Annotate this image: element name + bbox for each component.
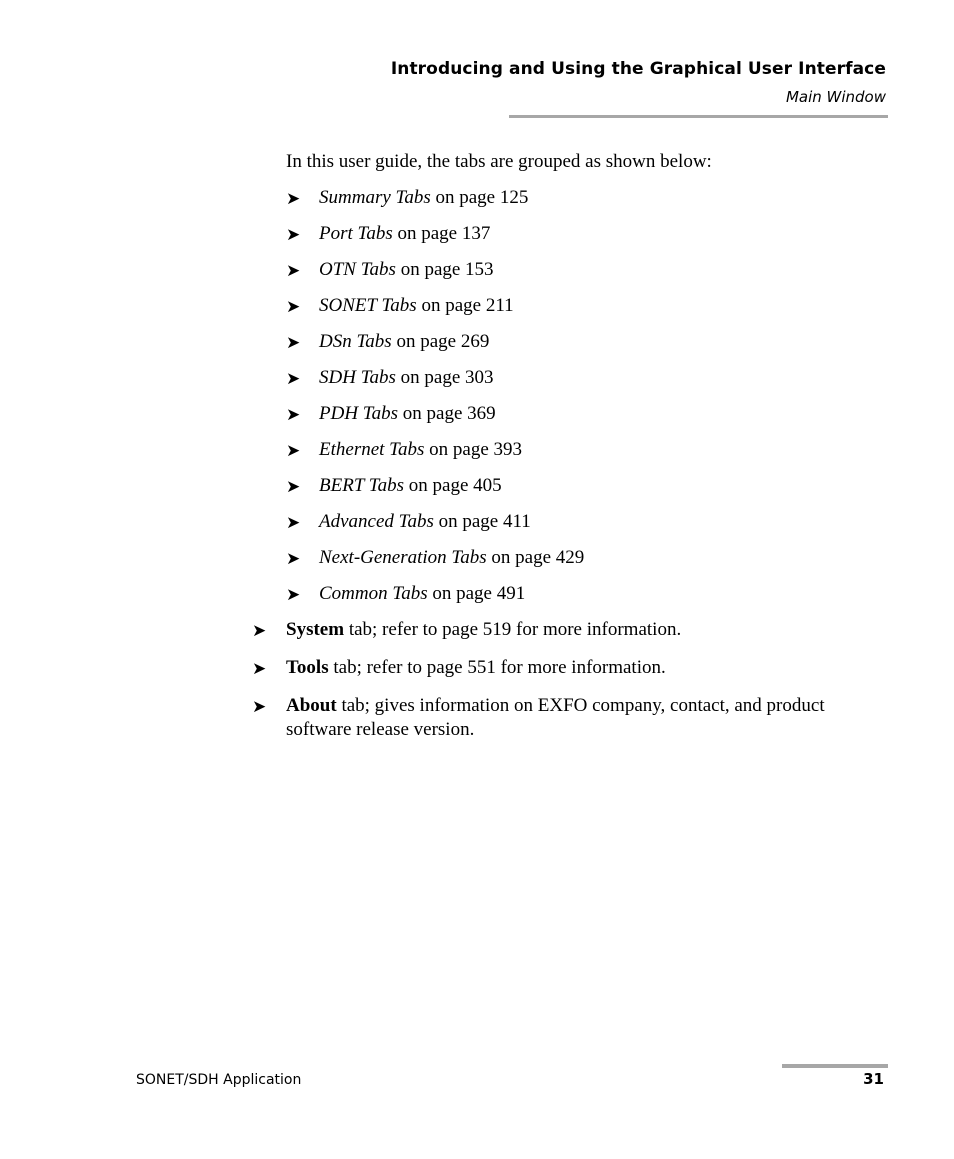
tab-group-name: DSn Tabs bbox=[319, 331, 392, 352]
tab-group-name: Port Tabs bbox=[319, 223, 393, 244]
tab-group-name: Ethernet Tabs bbox=[319, 439, 425, 460]
list-item-tools-tab bbox=[252, 656, 892, 682]
arrow-bullet-icon: ➤ bbox=[286, 297, 301, 317]
list-item-ethernet-tabs bbox=[286, 438, 584, 474]
tab-group-name: SONET Tabs bbox=[319, 295, 417, 316]
arrow-bullet-icon: ➤ bbox=[286, 369, 301, 389]
page-reference: on page 429 bbox=[486, 547, 585, 568]
section-title: Main Window bbox=[785, 88, 886, 106]
tab-group-name: Common Tabs bbox=[319, 583, 428, 604]
header-rule bbox=[509, 115, 888, 118]
list-item-dsn-tabs bbox=[286, 330, 584, 366]
list-item-advanced-tabs bbox=[286, 510, 584, 546]
tab-description: tab; gives information on EXFO company, contact, and product software release version. bbox=[286, 695, 825, 740]
arrow-bullet-icon: ➤ bbox=[286, 405, 301, 425]
tab-group-name: Next-Generation Tabs bbox=[319, 547, 487, 568]
arrow-bullet-icon: ➤ bbox=[286, 477, 301, 497]
page-reference: on page 125 bbox=[430, 187, 529, 208]
tab-name: System bbox=[286, 619, 345, 640]
tab-group-name: Summary Tabs bbox=[319, 187, 431, 208]
tab-group-name: Advanced Tabs bbox=[319, 511, 434, 532]
page-reference: on page 137 bbox=[392, 223, 491, 244]
list-item-summary-tabs bbox=[286, 186, 584, 222]
list-item-system-tab bbox=[252, 618, 892, 644]
page-reference: on page 393 bbox=[424, 439, 523, 460]
tab-group-name: PDH Tabs bbox=[319, 403, 399, 424]
list-item-bert-tabs bbox=[286, 474, 584, 510]
main-tab-list bbox=[252, 618, 892, 754]
list-item-port-tabs bbox=[286, 222, 584, 258]
page-reference: on page 153 bbox=[395, 259, 494, 280]
chapter-title: Introducing and Using the Graphical User Interface bbox=[390, 59, 886, 79]
arrow-bullet-icon: ➤ bbox=[286, 333, 301, 353]
tab-group-name: BERT Tabs bbox=[319, 475, 405, 496]
arrow-bullet-icon: ➤ bbox=[252, 659, 267, 679]
arrow-bullet-icon: ➤ bbox=[286, 225, 301, 245]
page-reference: on page 369 bbox=[398, 403, 496, 424]
list-item-sdh-tabs bbox=[286, 366, 584, 402]
page-reference: on page 211 bbox=[416, 295, 514, 316]
page-reference: on page 405 bbox=[404, 475, 502, 496]
tab-name: Tools bbox=[286, 657, 329, 678]
list-item-next-generation-tabs bbox=[286, 546, 584, 582]
page-number: 31 bbox=[863, 1070, 884, 1088]
arrow-bullet-icon: ➤ bbox=[286, 189, 301, 209]
running-header bbox=[391, 58, 886, 108]
tab-name: About bbox=[286, 695, 337, 716]
tab-group-name: SDH Tabs bbox=[319, 367, 396, 388]
footer-product-name: SONET/SDH Application bbox=[136, 1072, 302, 1088]
page-reference: on page 411 bbox=[433, 511, 531, 532]
page-reference: on page 491 bbox=[427, 583, 526, 604]
list-item-sonet-tabs bbox=[286, 294, 584, 330]
list-item-about-tab bbox=[252, 694, 892, 742]
list-item-common-tabs bbox=[286, 582, 584, 618]
tab-group-list bbox=[286, 186, 584, 618]
arrow-bullet-icon: ➤ bbox=[286, 513, 301, 533]
intro-paragraph: In this user guide, the tabs are grouped as shown below: bbox=[286, 151, 712, 172]
page-reference: on page 269 bbox=[391, 331, 490, 352]
tab-description: tab; refer to page 519 for more information. bbox=[344, 619, 682, 640]
arrow-bullet-icon: ➤ bbox=[286, 261, 301, 281]
list-item-otn-tabs bbox=[286, 258, 584, 294]
arrow-bullet-icon: ➤ bbox=[286, 585, 301, 605]
arrow-bullet-icon: ➤ bbox=[286, 549, 301, 569]
arrow-bullet-icon: ➤ bbox=[286, 441, 301, 461]
arrow-bullet-icon: ➤ bbox=[252, 697, 267, 717]
tab-description: tab; refer to page 551 for more information. bbox=[328, 657, 666, 678]
arrow-bullet-icon: ➤ bbox=[252, 621, 267, 641]
tab-group-name: OTN Tabs bbox=[319, 259, 396, 280]
list-item-pdh-tabs bbox=[286, 402, 584, 438]
page-reference: on page 303 bbox=[395, 367, 494, 388]
